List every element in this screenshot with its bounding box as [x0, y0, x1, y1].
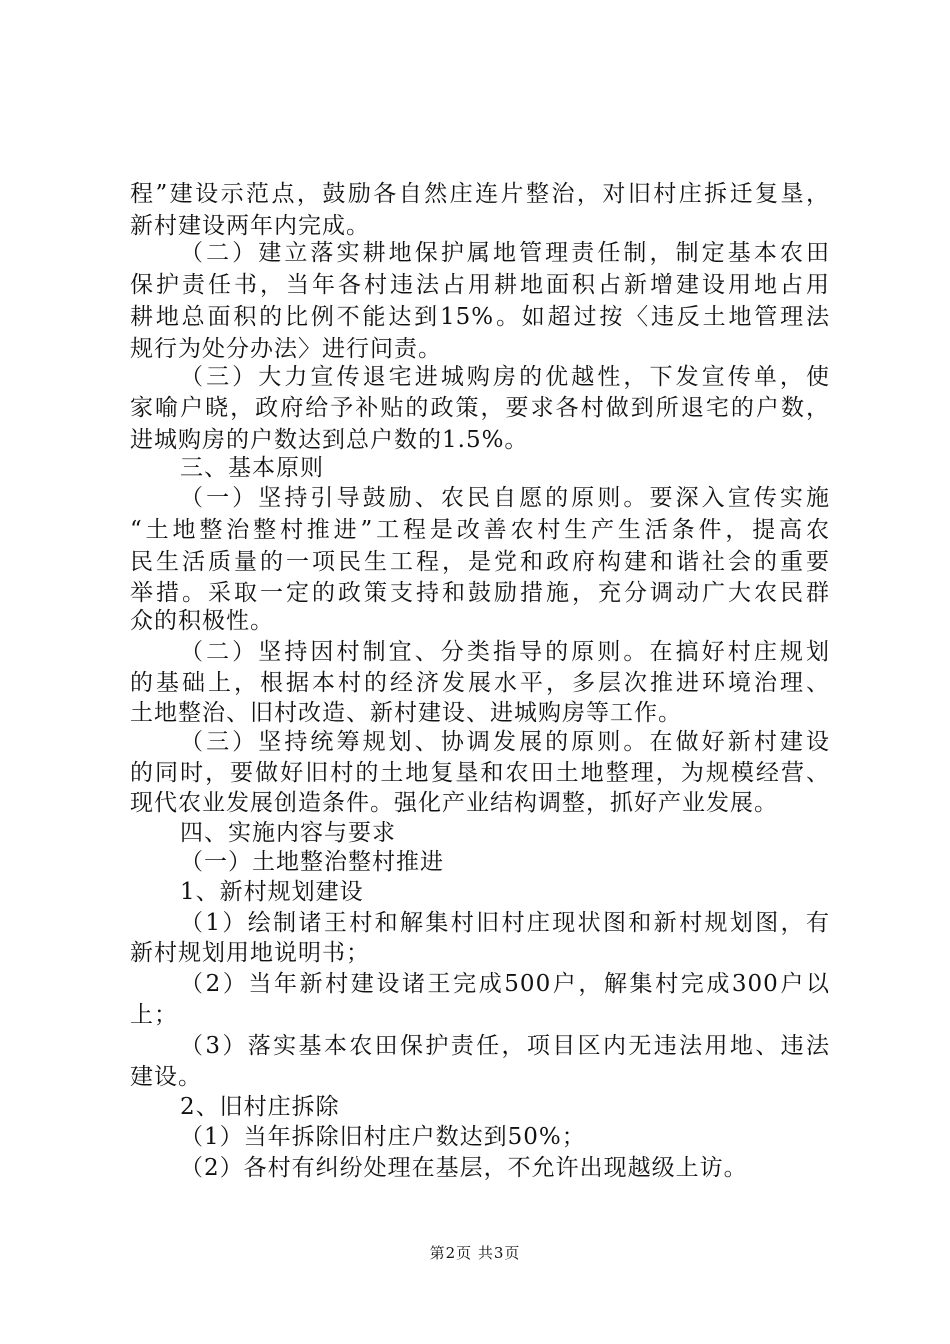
- text-line: 上；: [130, 1002, 178, 1028]
- paragraph-first-line: （二）坚持因村制宜、分类指导的原则。在搞好村庄规划: [180, 639, 830, 665]
- item-heading: 1、新村规划建设: [180, 879, 364, 905]
- section-heading: 三、基本原则: [180, 455, 324, 481]
- text-line: 家喻户晓，政府给予补贴的政策，要求各村做到所退宅的户数，: [130, 395, 830, 421]
- paragraph-first-line: （三）坚持统筹规划、协调发展的原则。在做好新村建设: [180, 729, 830, 755]
- text-line: 现代农业发展创造条件。强化产业结构调整，抓好产业发展。: [130, 790, 778, 816]
- list-item: （2）各村有纠纷处理在基层，不允许出现越级上访。: [180, 1155, 748, 1181]
- text-line: 的基础上，根据本村的经济发展水平，多层次推进环境治理、: [130, 670, 830, 696]
- list-item: （1）当年拆除旧村庄户数达到50%；: [180, 1124, 586, 1150]
- paragraph-first-line: （三）大力宣传退宅进城购房的优越性，下发宣传单，使: [180, 364, 830, 390]
- section-heading: 四、实施内容与要求: [180, 820, 396, 846]
- paragraph-first-line: （二）建立落实耕地保护属地管理责任制，制定基本农田: [180, 240, 830, 266]
- text-line: 程”建设示范点，鼓励各自然庄连片整治，对旧村庄拆迁复垦，: [130, 181, 830, 207]
- paragraph-first-line: （一）坚持引导鼓励、农民自愿的原则。要深入宣传实施: [180, 485, 830, 511]
- list-item-first-line: （3）落实基本农田保护责任，项目区内无违法用地、违法: [180, 1033, 830, 1059]
- text-line: 新村规划用地说明书；: [130, 940, 370, 966]
- item-heading: 2、旧村庄拆除: [180, 1094, 340, 1120]
- text-line: 规行为处分办法〉进行问责。: [130, 336, 442, 362]
- text-line: 的同时，要做好旧村的土地复垦和农田土地整理，为规模经营、: [130, 760, 830, 786]
- text-line: 耕地总面积的比例不能达到15%。如超过按〈违反土地管理法: [130, 304, 830, 330]
- list-item-first-line: （1）绘制诸王村和解集村旧村庄现状图和新村规划图，有: [180, 910, 830, 936]
- text-line: 建设。: [130, 1064, 202, 1090]
- subsection-heading: （一）土地整治整村推进: [180, 849, 444, 875]
- text-line: 土地整治、旧村改造、新村建设、进城购房等工作。: [130, 700, 682, 726]
- text-line: 民生活质量的一项民生工程，是党和政府构建和谐社会的重要: [130, 549, 830, 575]
- text-line: 新村建设两年内完成。: [130, 213, 370, 239]
- text-line: 进城购房的户数达到总户数的1.5%。: [130, 427, 529, 453]
- text-line: 保护责任书，当年各村违法占用耕地面积占新增建设用地占用: [130, 272, 830, 298]
- page-number-footer: 第2页 共3页: [429, 1244, 521, 1262]
- text-line: 举措。采取一定的政策支持和鼓励措施，充分调动广大农民群: [130, 580, 830, 606]
- text-line: 众的积极性。: [130, 608, 274, 634]
- text-line: “土地整治整村推进”工程是改善农村生产生活条件，提高农: [130, 517, 830, 543]
- list-item-first-line: （2）当年新村建设诸王完成500户，解集村完成300户以: [180, 971, 830, 997]
